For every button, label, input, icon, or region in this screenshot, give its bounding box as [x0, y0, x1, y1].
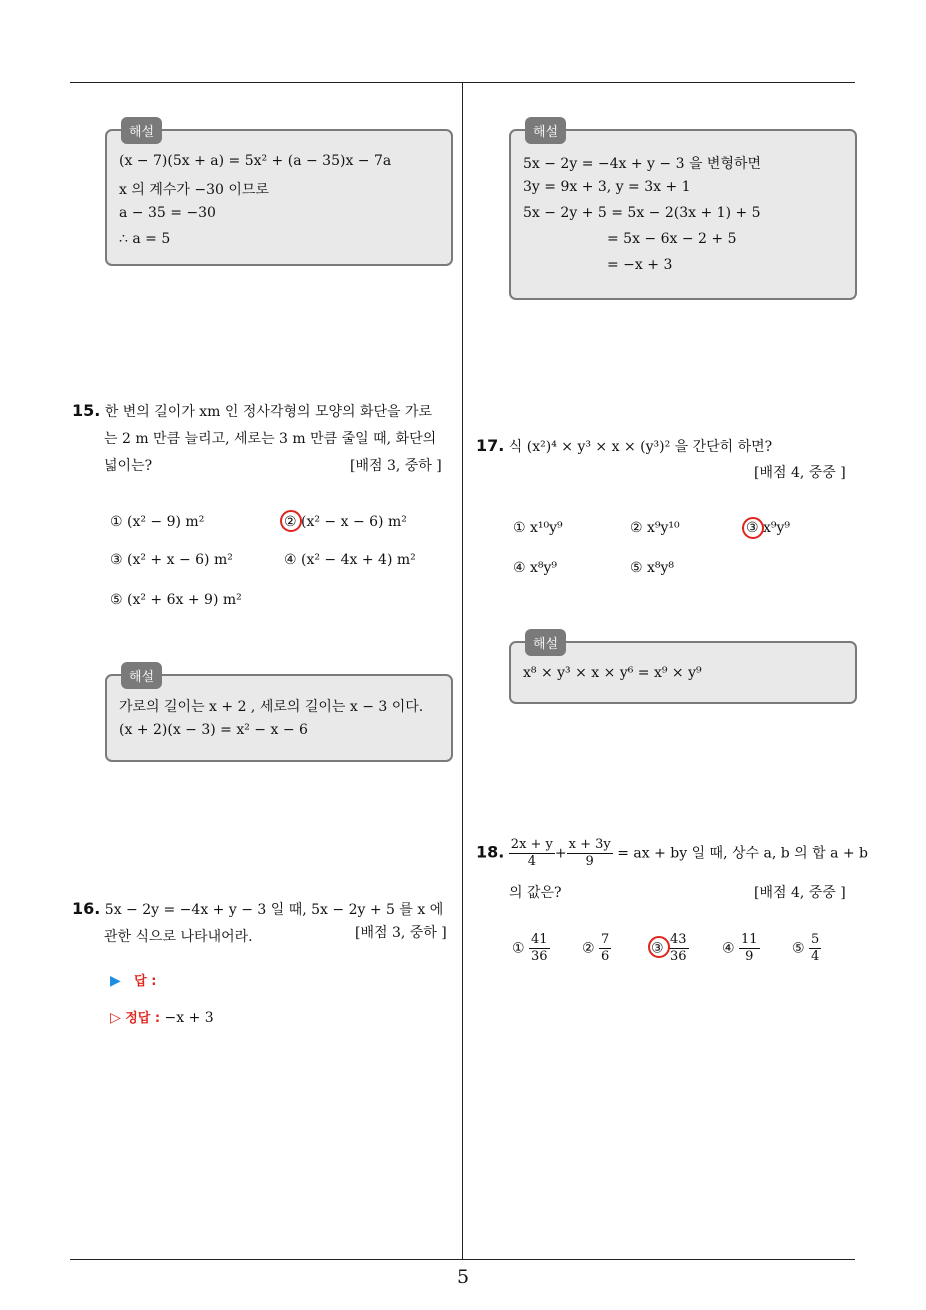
fraction-denominator: 6	[601, 949, 610, 964]
fraction-numerator: 43	[670, 932, 687, 947]
fraction-denominator: 36	[531, 949, 548, 964]
option-2[interactable]	[582, 932, 611, 965]
fraction-denominator: 9	[585, 854, 594, 869]
question-meta: [배점 3, 중하 ]	[350, 458, 442, 474]
option-3[interactable]: ③ x⁹y⁹	[746, 520, 791, 536]
fraction	[529, 932, 550, 965]
fraction	[809, 932, 821, 965]
option-4[interactable]	[722, 932, 760, 965]
option-2[interactable]: ② (x² − x − 6) m²	[284, 514, 407, 530]
fraction-denominator: 9	[745, 949, 754, 964]
question-number: 18.	[476, 842, 505, 862]
solution-line: = 5x − 6x − 2 + 5	[607, 231, 737, 247]
question-17	[476, 432, 861, 461]
correct-answer-row	[110, 1007, 214, 1026]
question-text: 넓이는?	[104, 458, 153, 474]
solution-line: a − 35 = −30	[119, 205, 216, 221]
correct-value: −x + 3	[164, 1010, 214, 1026]
option-1[interactable]: ① (x² − 9) m²	[110, 514, 205, 530]
solution-tag: 해설	[121, 662, 162, 689]
fraction-numerator: 11	[741, 932, 758, 947]
solution-line: 가로의 길이는 x + 2 , 세로의 길이는 x − 3 이다.	[119, 699, 424, 715]
solution-line: x 의 계수가 −30 이므로	[119, 182, 269, 198]
option-5[interactable]: ⑤ x⁸y⁸	[630, 560, 675, 576]
fraction-numerator: x + 3y	[568, 837, 611, 852]
question-text: 식 (x²)⁴ × y³ × x × (y³)² 을 간단히 하면?	[508, 439, 773, 455]
option-mark: ③	[651, 940, 664, 957]
option-5[interactable]: ⑤ (x² + 6x + 9) m²	[110, 592, 242, 608]
solution-box-q15	[105, 670, 453, 762]
question-meta: [배점 3, 중하 ]	[355, 925, 447, 941]
option-3[interactable]: ③ (x² + x − 6) m²	[110, 552, 233, 568]
question-text: 는 2 m 만큼 늘리고, 세로는 3 m 만큼 줄일 때, 화단의	[104, 431, 437, 447]
question-meta: [배점 4, 중중 ]	[754, 885, 846, 901]
option-mark: ⑤	[792, 940, 805, 957]
solution-tag: 해설	[121, 117, 162, 144]
solution-line: ∴ a = 5	[119, 231, 171, 247]
solution-line: 3y = 9x + 3, y = 3x + 1	[523, 179, 691, 195]
option-4[interactable]: ④ (x² − 4x + 4) m²	[284, 552, 416, 568]
fraction-denominator: 4	[527, 854, 536, 869]
option-mark: ②	[582, 940, 595, 957]
answer-circle-mark	[280, 510, 302, 532]
fraction-denominator: 4	[811, 949, 820, 964]
question-number: 15.	[72, 401, 101, 420]
option-1[interactable]	[512, 932, 550, 965]
solution-line: (x + 2)(x − 3) = x² − x − 6	[119, 722, 308, 738]
play-outline-icon: ▷	[110, 1010, 121, 1026]
solution-line: x⁸ × y³ × x × y⁶ = x⁹ × y⁹	[523, 665, 702, 681]
solution-line: 5x − 2y = −4x + y − 3 을 변형하면	[523, 156, 762, 172]
answer-label: 답 :	[134, 974, 157, 989]
option-4[interactable]: ④ x⁸y⁹	[513, 560, 558, 576]
question-meta: [배점 4, 중중 ]	[754, 465, 846, 481]
solution-box-q14	[105, 125, 453, 266]
solution-tag: 해설	[525, 117, 566, 144]
question-number: 16.	[72, 899, 101, 918]
page-number: 5	[456, 1266, 470, 1288]
question-text: 의 값은?	[509, 885, 562, 901]
column-divider	[462, 82, 463, 1259]
answer-circle-mark	[742, 517, 764, 539]
fraction-numerator: 7	[601, 932, 610, 947]
correct-label: 정답 :	[125, 1011, 161, 1026]
fraction	[739, 932, 760, 965]
solution-line: 5x − 2y + 5 = 5x − 2(3x + 1) + 5	[523, 205, 761, 221]
answer-row	[110, 970, 156, 989]
question-text: 한 변의 길이가 xm 인 정사각형의 모양의 화단을 가로	[104, 404, 433, 420]
option-mark: ①	[512, 940, 525, 957]
solution-box-q17	[509, 637, 857, 704]
fraction	[567, 837, 613, 870]
fraction	[668, 932, 689, 965]
play-icon: ▶	[110, 973, 121, 989]
fraction-numerator: 5	[811, 932, 820, 947]
question-text: = ax + by 일 때, 상수 a, b 의 합 a + b	[617, 845, 869, 862]
bottom-rule	[70, 1259, 855, 1260]
option-2[interactable]: ② x⁹y¹⁰	[630, 520, 680, 536]
option-5[interactable]	[792, 932, 821, 965]
solution-line: = −x + 3	[607, 257, 673, 273]
question-text: 5x − 2y = −4x + y − 3 일 때, 5x − 2y + 5 를 x 에	[104, 902, 444, 918]
answer-circle-mark	[648, 936, 670, 958]
fraction	[509, 837, 555, 870]
fraction-denominator: 36	[670, 949, 687, 964]
solution-line: (x − 7)(5x + a) = 5x² + (a − 35)x − 7a	[119, 153, 392, 169]
fraction-numerator: 41	[531, 932, 548, 947]
solution-box-q16	[509, 125, 857, 300]
question-number: 17.	[476, 436, 505, 455]
question-18: 18. $\frac{2x + y}{4}$ + $\frac{x + 3y}{9}$ = ax + by 일 때, 상수 a, b 의 합 a + b	[476, 837, 869, 869]
question-text: 관한 식으로 나타내어라.	[104, 929, 253, 945]
solution-tag: 해설	[525, 629, 566, 656]
option-mark: ④	[722, 940, 735, 957]
fraction-numerator: 2x + y	[510, 837, 553, 852]
option-1[interactable]: ① x¹⁰y⁹	[513, 520, 563, 536]
fraction	[599, 932, 611, 965]
